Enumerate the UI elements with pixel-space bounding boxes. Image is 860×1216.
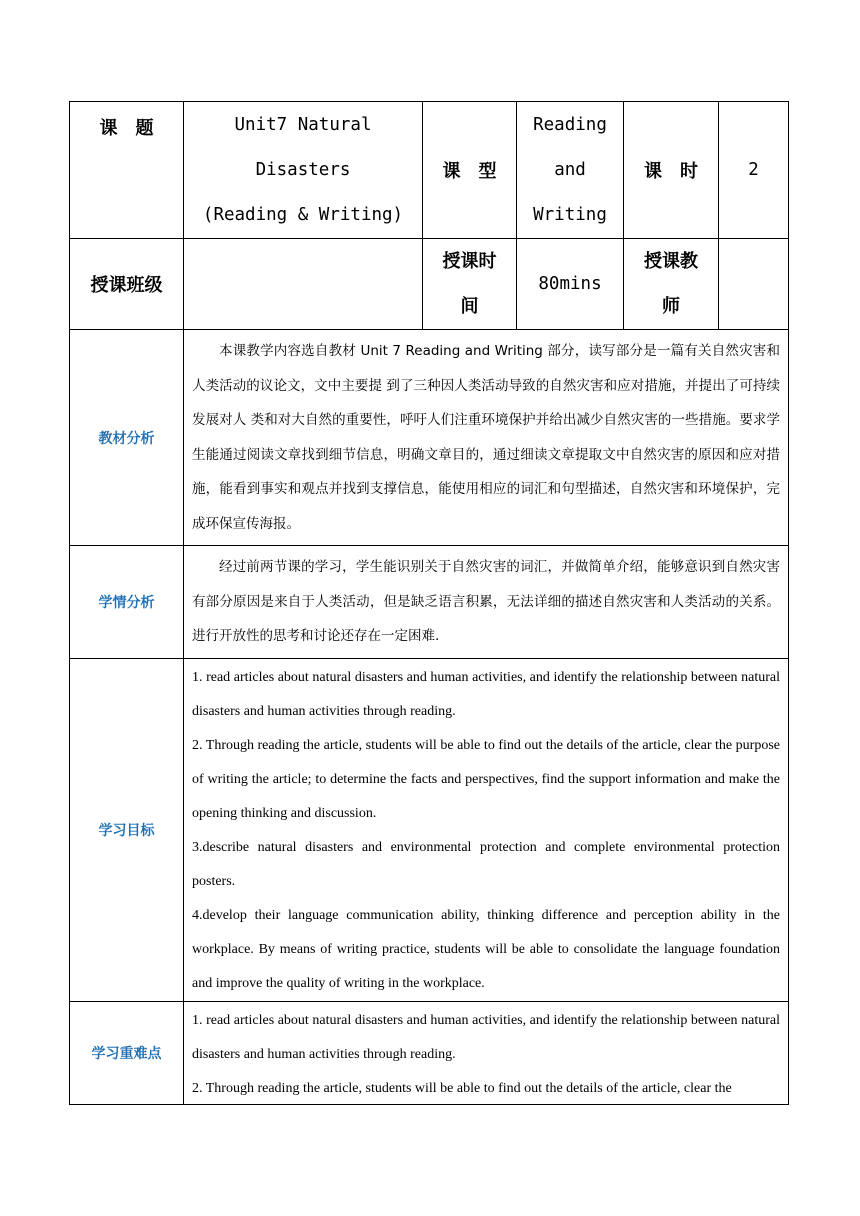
type-value-line: Reading	[533, 114, 607, 135]
key-difficulties-row	[70, 1002, 789, 1105]
type-label-cell	[423, 102, 517, 239]
period-value: 2	[748, 159, 759, 180]
time-value-cell	[517, 239, 624, 330]
type-value-cell	[517, 102, 624, 239]
type-value-line: and	[554, 159, 586, 180]
learner-analysis-row	[70, 546, 789, 659]
material-analysis-content	[184, 330, 789, 546]
material-analysis-row	[70, 330, 789, 546]
difficulty-item: 1. read articles about natural disasters and human activities, and identify the relationship between natural disasters and human activities through reading.	[192, 1013, 780, 1062]
type-value-line: Writing	[533, 204, 607, 225]
teacher-label-line: 师	[662, 296, 680, 317]
material-analysis-text: 本课教学内容选自教材 Unit 7 Reading and Writing 部分，读写部分是一篇有关自然灾害和人类活动的议论文，文中主要提 到了三种因人类活动导致的自然灾害和应对措施，并提出了可持续发展对人 类和对大自然的重要性，呼吁人们注重环境保护并给出减少自然灾害的一些措施。要求学生能通过阅读文章找到细节信息，明确文章目的，通过细读文章提取文中自然灾害的原因和应对措施，能看到事实和观点并找到支撑信息，能使用相应的词汇和句型描述，自然灾害和环境保护，完成环保宣传海报。	[192, 343, 780, 532]
time-value: 80mins	[538, 273, 602, 294]
learner-analysis-label-cell	[70, 546, 184, 659]
difficulty-item: 2. Through reading the article, students will be able to find out the details of the article, clear the	[192, 1081, 732, 1096]
time-label-line: 授课时	[442, 251, 497, 272]
time-label-cell	[423, 239, 517, 330]
key-difficulties-label: 学习重难点	[91, 1046, 162, 1062]
period-value-cell	[719, 102, 789, 239]
learning-objectives-content	[184, 659, 789, 1002]
course-value-line: Disasters	[255, 159, 351, 180]
objective-item: 2. Through reading the article, students will be able to find out the details of the article, clear the purpose of writing the article; to determine the facts and perspectives, find the support information and make the opening thinking and discussion.	[192, 738, 780, 821]
class-label-cell	[70, 239, 184, 330]
learning-objectives-label: 学习目标	[98, 823, 155, 839]
time-label-line: 间	[460, 296, 479, 317]
learner-analysis-content	[184, 546, 789, 659]
class-value-cell	[184, 239, 423, 330]
course-value-line: (Reading & Writing)	[202, 204, 404, 225]
class-row	[70, 239, 789, 330]
lesson-plan-table	[69, 101, 789, 1105]
type-label: 课 型	[442, 161, 497, 182]
learner-analysis-label: 学情分析	[98, 595, 155, 611]
objective-item: 4.develop their language communication ability, thinking difference and perception ability in the workplace. By means of writing practice, students will be able to consolidate the language foundation and improve the quality of writing in the workplace.	[192, 908, 780, 991]
class-label: 授课班级	[90, 275, 163, 296]
key-difficulties-content	[184, 1002, 789, 1105]
learning-objectives-row	[70, 659, 789, 1002]
teacher-value-cell	[719, 239, 789, 330]
objective-item: 1. read articles about natural disasters and human activities, and identify the relationship between natural disasters and human activities through reading.	[192, 670, 780, 719]
period-label: 课 时	[644, 161, 698, 182]
objective-item: 3.describe natural disasters and environmental protection and complete environmental protection posters.	[192, 840, 780, 889]
course-value-line: Unit7 Natural	[234, 114, 372, 135]
teacher-label-cell	[624, 239, 719, 330]
course-label: 课 题	[99, 118, 154, 139]
learner-analysis-text: 经过前两节课的学习，学生能识别关于自然灾害的词汇，并做简单介绍，能够意识到自然灾害有部分原因是来自于人类活动，但是缺乏语言积累，无法详细的描述自然灾害和人类活动的关系。进行开放性的思考和讨论还存在一定困难.	[192, 559, 780, 645]
key-difficulties-label-cell	[70, 1002, 184, 1105]
course-label-cell	[70, 102, 184, 239]
teacher-label-line: 授课教	[644, 251, 698, 272]
material-analysis-label: 教材分析	[98, 430, 155, 447]
material-analysis-label-cell	[70, 330, 184, 546]
header-row	[70, 102, 789, 239]
course-value-cell	[184, 102, 423, 239]
period-label-cell	[624, 102, 719, 239]
learning-objectives-label-cell	[70, 659, 184, 1002]
